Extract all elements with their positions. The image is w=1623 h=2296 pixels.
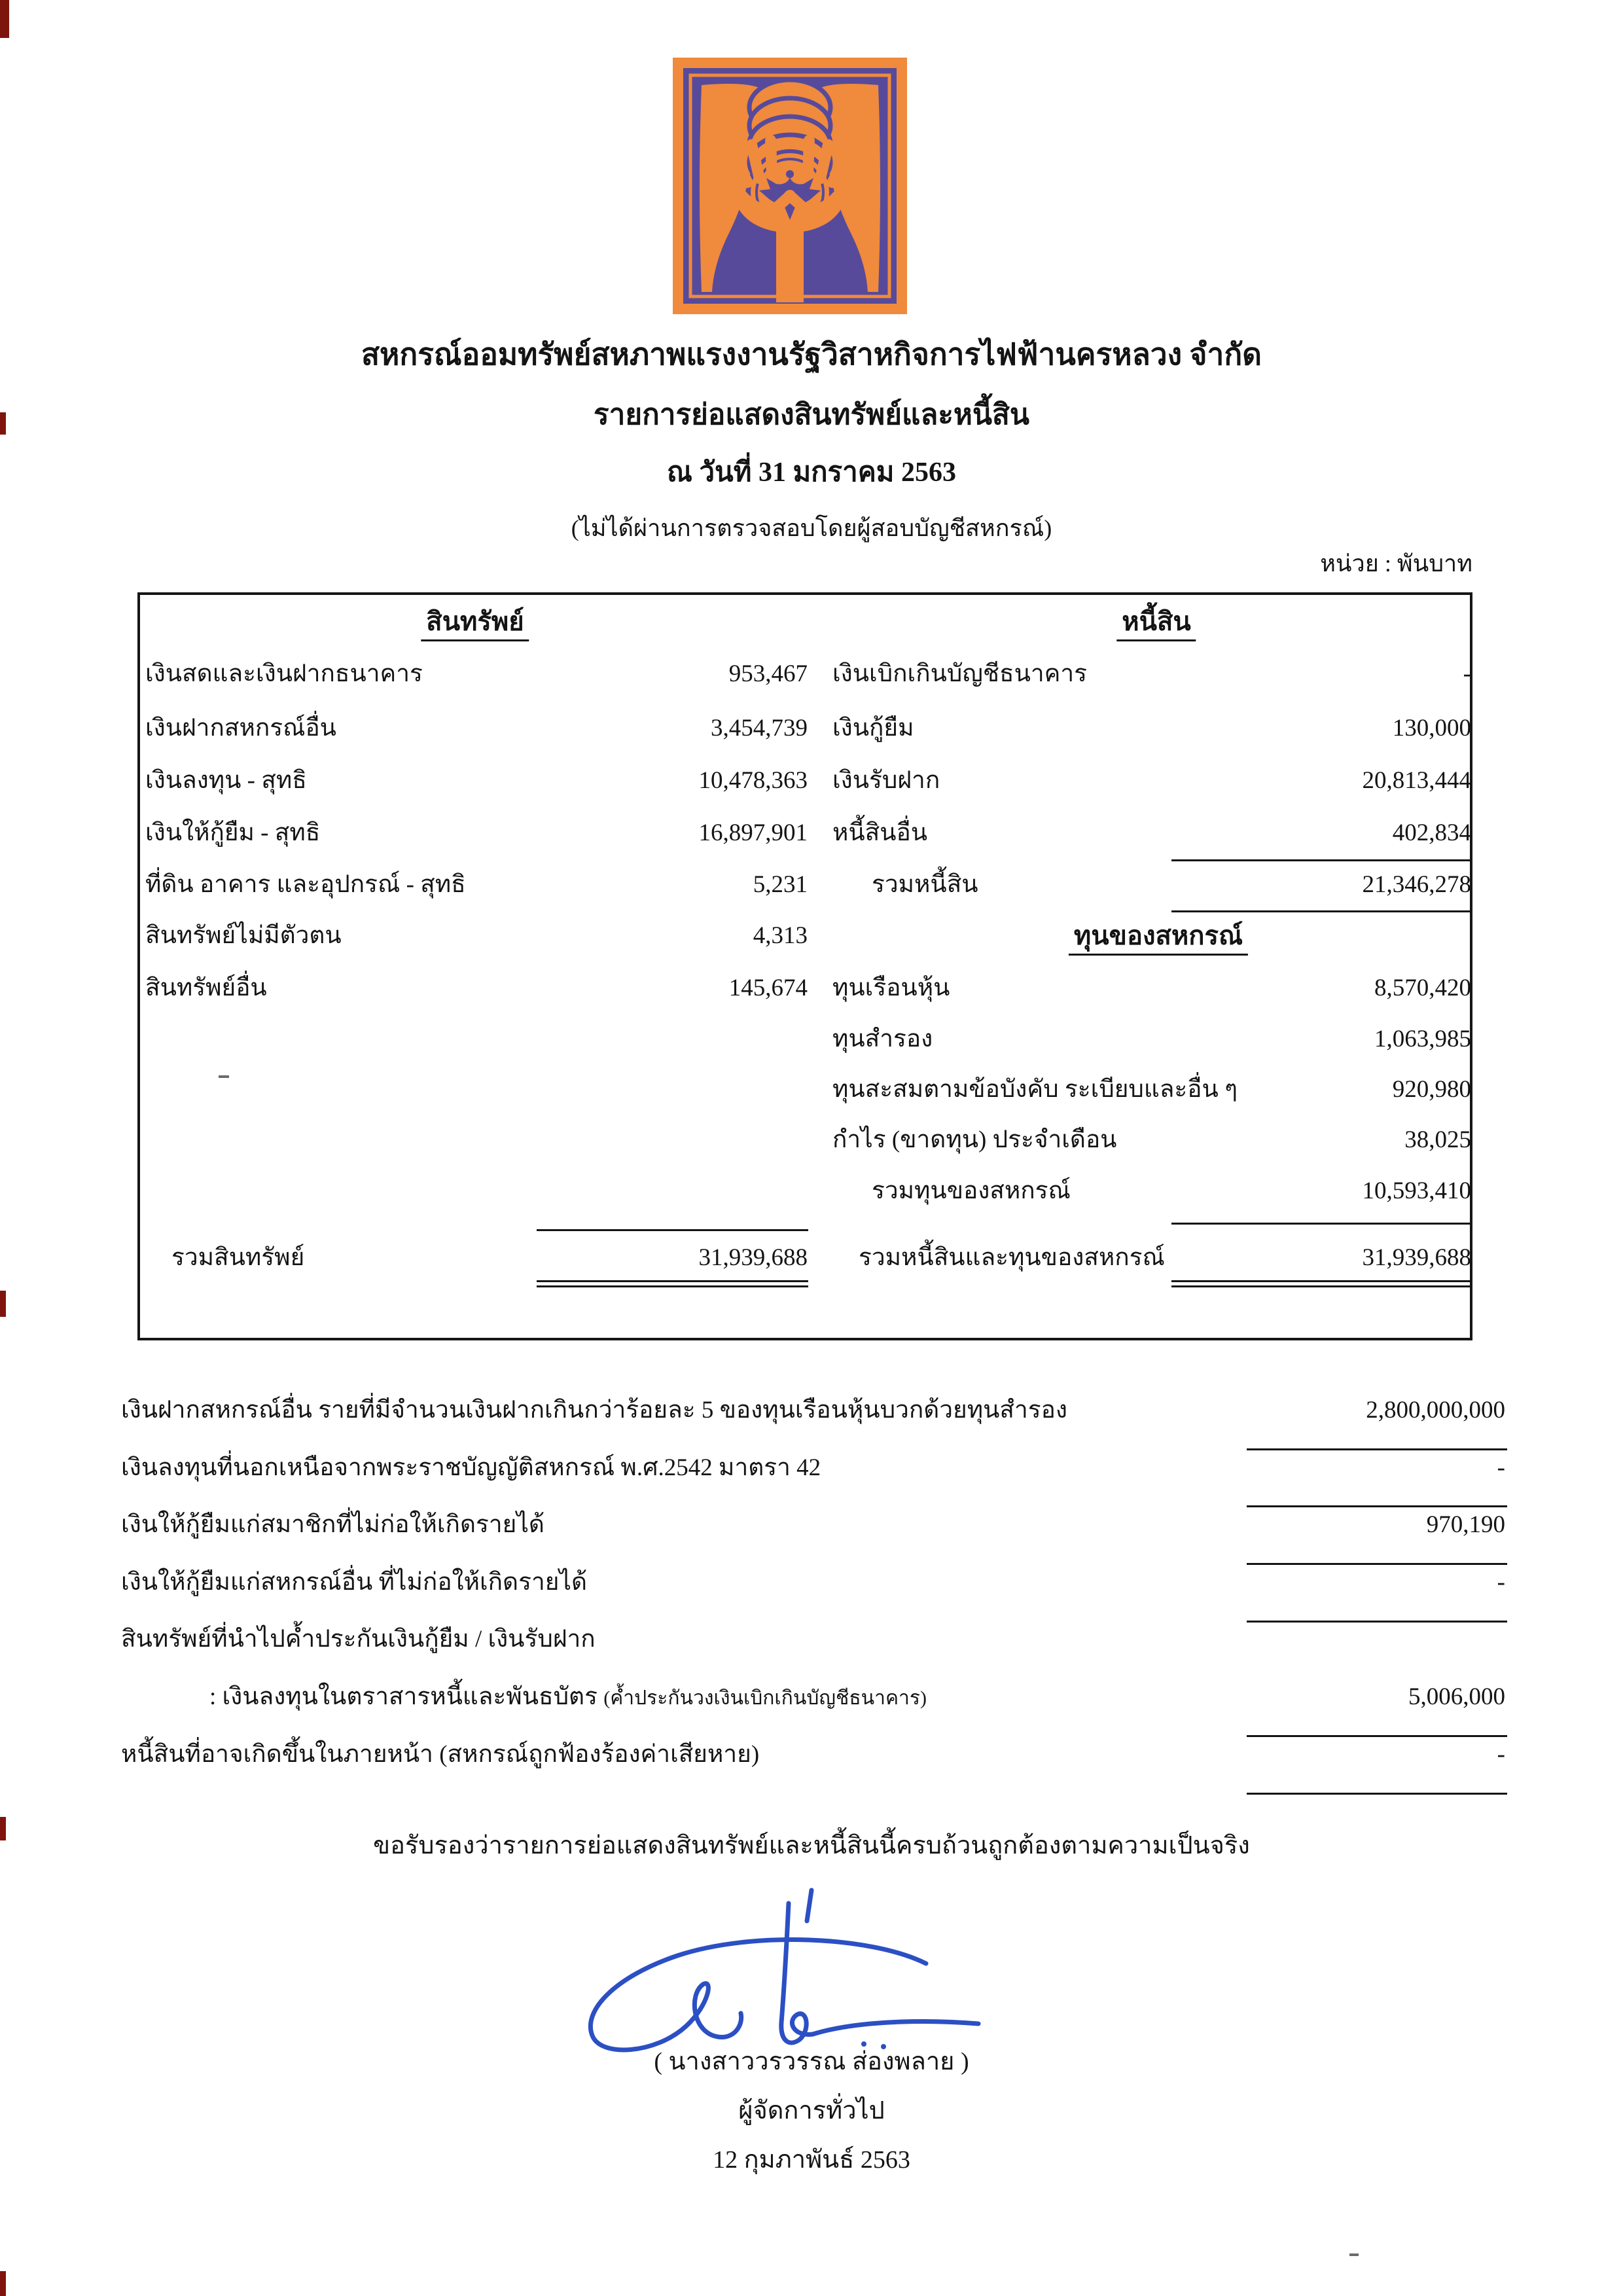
as-of-date: ณ วันที่ 31 มกราคม 2563	[667, 457, 956, 488]
double-rule	[1171, 1280, 1471, 1287]
table-row	[145, 812, 808, 854]
signer-name: ( นางสาววรวรรณ ส่องพลาย )	[654, 2048, 969, 2075]
row-label: เงินให้กู้ยืม - สุทธิ	[145, 819, 321, 846]
disclosure-row	[121, 1561, 1505, 1604]
table-row	[832, 1069, 1471, 1111]
table-row	[145, 967, 808, 1009]
row-label: กำไร (ขาดทุน) ประจำเดือน	[832, 1126, 1117, 1153]
assets-total-row	[145, 1237, 808, 1279]
double-rule	[537, 1280, 808, 1287]
row-label: ทุนสำรอง	[832, 1026, 933, 1052]
scan-artifact	[0, 0, 9, 38]
row-value: 4,313	[753, 922, 808, 949]
row-label: เงินกู้ยืม	[832, 715, 914, 742]
row-value: 21,346,278	[1362, 871, 1471, 898]
row-label: ที่ดิน อาคาร และอุปกรณ์ - สุทธิ	[145, 871, 466, 898]
equity-total-row	[832, 1170, 1471, 1212]
signer-title: ผู้จัดการทั่วไป	[738, 2097, 885, 2125]
row-label: รวมสินทรัพย์	[171, 1244, 305, 1271]
table-row	[832, 708, 1471, 749]
row-value: -	[1463, 660, 1471, 687]
org-name: สหกรณ์ออมทรัพย์สหภาพแรงงานรัฐวิสาหกิจการไฟฟ้านครหลวง จำกัด	[361, 338, 1262, 371]
scan-artifact	[0, 2271, 6, 2296]
liabilities-header: หนี้สิน	[1116, 605, 1196, 641]
row-value: -	[1497, 1454, 1505, 1481]
row-value: -	[1497, 1741, 1505, 1768]
row-label-main: : เงินลงทุนในตราสารหนี้และพันธบัตร	[209, 1683, 597, 1710]
row-value: -	[1497, 1569, 1505, 1596]
row-value: 10,593,410	[1362, 1177, 1471, 1204]
row-value: 16,897,901	[698, 819, 808, 846]
row-label: สินทรัพย์ไม่มีตัวตน	[145, 922, 342, 949]
table-row	[145, 653, 808, 695]
equity-header: ทุนของสหกรณ์	[1069, 920, 1248, 956]
table-row	[832, 812, 1471, 854]
row-value: 402,834	[1392, 819, 1471, 846]
row-label: รวมหนี้สิน	[872, 871, 978, 898]
row-value: 920,980	[1392, 1076, 1471, 1103]
row-value: 130,000	[1392, 715, 1471, 742]
row-value: 38,025	[1404, 1126, 1471, 1153]
row-value: 20,813,444	[1362, 767, 1471, 794]
row-value: 8,570,420	[1374, 975, 1471, 1001]
disclosure-row	[121, 1618, 1505, 1661]
disclosure-row	[121, 1733, 1505, 1776]
table-row	[832, 1119, 1471, 1161]
row-value: 5,231	[753, 871, 808, 898]
table-row	[832, 653, 1471, 695]
scan-speck	[1349, 2253, 1359, 2256]
row-label: เงินรับฝาก	[832, 767, 940, 794]
sign-date: 12 กุมภาพันธ์ 2563	[713, 2146, 910, 2174]
row-label: หนี้สินอื่น	[832, 819, 928, 846]
scan-artifact	[0, 1291, 6, 1317]
row-label	[209, 1676, 927, 1719]
doc-title: รายการย่อแสดงสินทรัพย์และหนี้สิน	[594, 399, 1029, 431]
row-label: เงินฝากสหกรณ์อื่น	[145, 715, 336, 742]
table-row	[832, 967, 1471, 1009]
total-rule	[1171, 1223, 1471, 1225]
row-value: 31,939,688	[698, 1244, 808, 1271]
row-value: 31,939,688	[1362, 1244, 1471, 1271]
coop-hands-coins-logo	[673, 58, 907, 314]
liabilities-total-row	[832, 864, 1471, 906]
unit-label: หน่วย : พันบาท	[1320, 550, 1472, 577]
audit-note: (ไม่ได้ผ่านการตรวจสอบโดยผู้สอบบัญชีสหกรณ์)	[571, 515, 1052, 541]
disclosure-row	[121, 1676, 1505, 1719]
grand-total-row	[832, 1237, 1471, 1279]
row-value: 2,800,000,000	[1366, 1397, 1505, 1424]
row-value: 970,190	[1426, 1511, 1505, 1538]
row-value: 3,454,739	[711, 715, 808, 742]
row-value: 10,478,363	[698, 767, 808, 794]
total-rule	[537, 1229, 808, 1231]
total-rule	[1171, 910, 1471, 912]
assets-header: สินทรัพย์	[421, 605, 529, 641]
row-label: สินทรัพย์ที่นำไปค้ำประกันเงินกู้ยืม / เงินรับฝาก	[121, 1626, 596, 1653]
table-row	[145, 708, 808, 749]
row-label: เงินให้กู้ยืมแก่สหกรณ์อื่น ที่ไม่ก่อให้เกิดรายได้	[121, 1569, 588, 1596]
row-label-note: (ค้ำประกันวงเงินเบิกเกินบัญชีธนาคาร)	[603, 1687, 927, 1709]
row-value: 1,063,985	[1374, 1026, 1471, 1052]
row-label: เงินเบิกเกินบัญชีธนาคาร	[832, 660, 1088, 687]
row-label: รวมหนี้สินและทุนของสหกรณ์	[859, 1244, 1165, 1271]
balance-sheet-table	[137, 592, 1472, 1340]
table-row	[832, 1018, 1471, 1060]
row-label: เงินให้กู้ยืมแก่สมาชิกที่ไม่ก่อให้เกิดรายได้	[121, 1511, 544, 1538]
row-label: เงินลงทุน - สุทธิ	[145, 767, 307, 794]
total-rule	[1171, 859, 1471, 861]
row-value: 145,674	[728, 975, 808, 1001]
row-label: เงินฝากสหกรณ์อื่น รายที่มีจำนวนเงินฝากเกินกว่าร้อยละ 5 ของทุนเรือนหุ้นบวกด้วยทุนสำรอง	[121, 1397, 1067, 1424]
row-label: ทุนสะสมตามข้อบังคับ ระเบียบและอื่น ๆ	[832, 1076, 1238, 1103]
row-label: หนี้สินที่อาจเกิดขึ้นในภายหน้า (สหกรณ์ถูกฟ้องร้องค่าเสียหาย)	[121, 1741, 760, 1768]
table-row	[145, 864, 808, 906]
disclosure-rule	[1247, 1793, 1507, 1795]
row-value: 953,467	[728, 660, 808, 687]
row-label: รวมทุนของสหกรณ์	[872, 1177, 1071, 1204]
table-row	[145, 915, 808, 957]
row-label: สินทรัพย์อื่น	[145, 975, 267, 1001]
disclosure-row	[121, 1503, 1505, 1547]
table-row	[832, 760, 1471, 802]
row-label: เงินลงทุนที่นอกเหนือจากพระราชบัญญัติสหกรณ์ พ.ศ.2542 มาตรา 42	[121, 1454, 821, 1481]
row-label: เงินสดและเงินฝากธนาคาร	[145, 660, 423, 687]
certification-statement: ขอรับรองว่ารายการย่อแสดงสินทรัพย์และหนี้สินนี้ครบถ้วนถูกต้องตามความเป็นจริง	[373, 1832, 1250, 1859]
row-label: ทุนเรือนหุ้น	[832, 975, 950, 1001]
disclosure-row	[121, 1446, 1505, 1490]
table-row	[145, 760, 808, 802]
row-value: 5,006,000	[1408, 1683, 1505, 1710]
disclosure-row	[121, 1389, 1505, 1432]
